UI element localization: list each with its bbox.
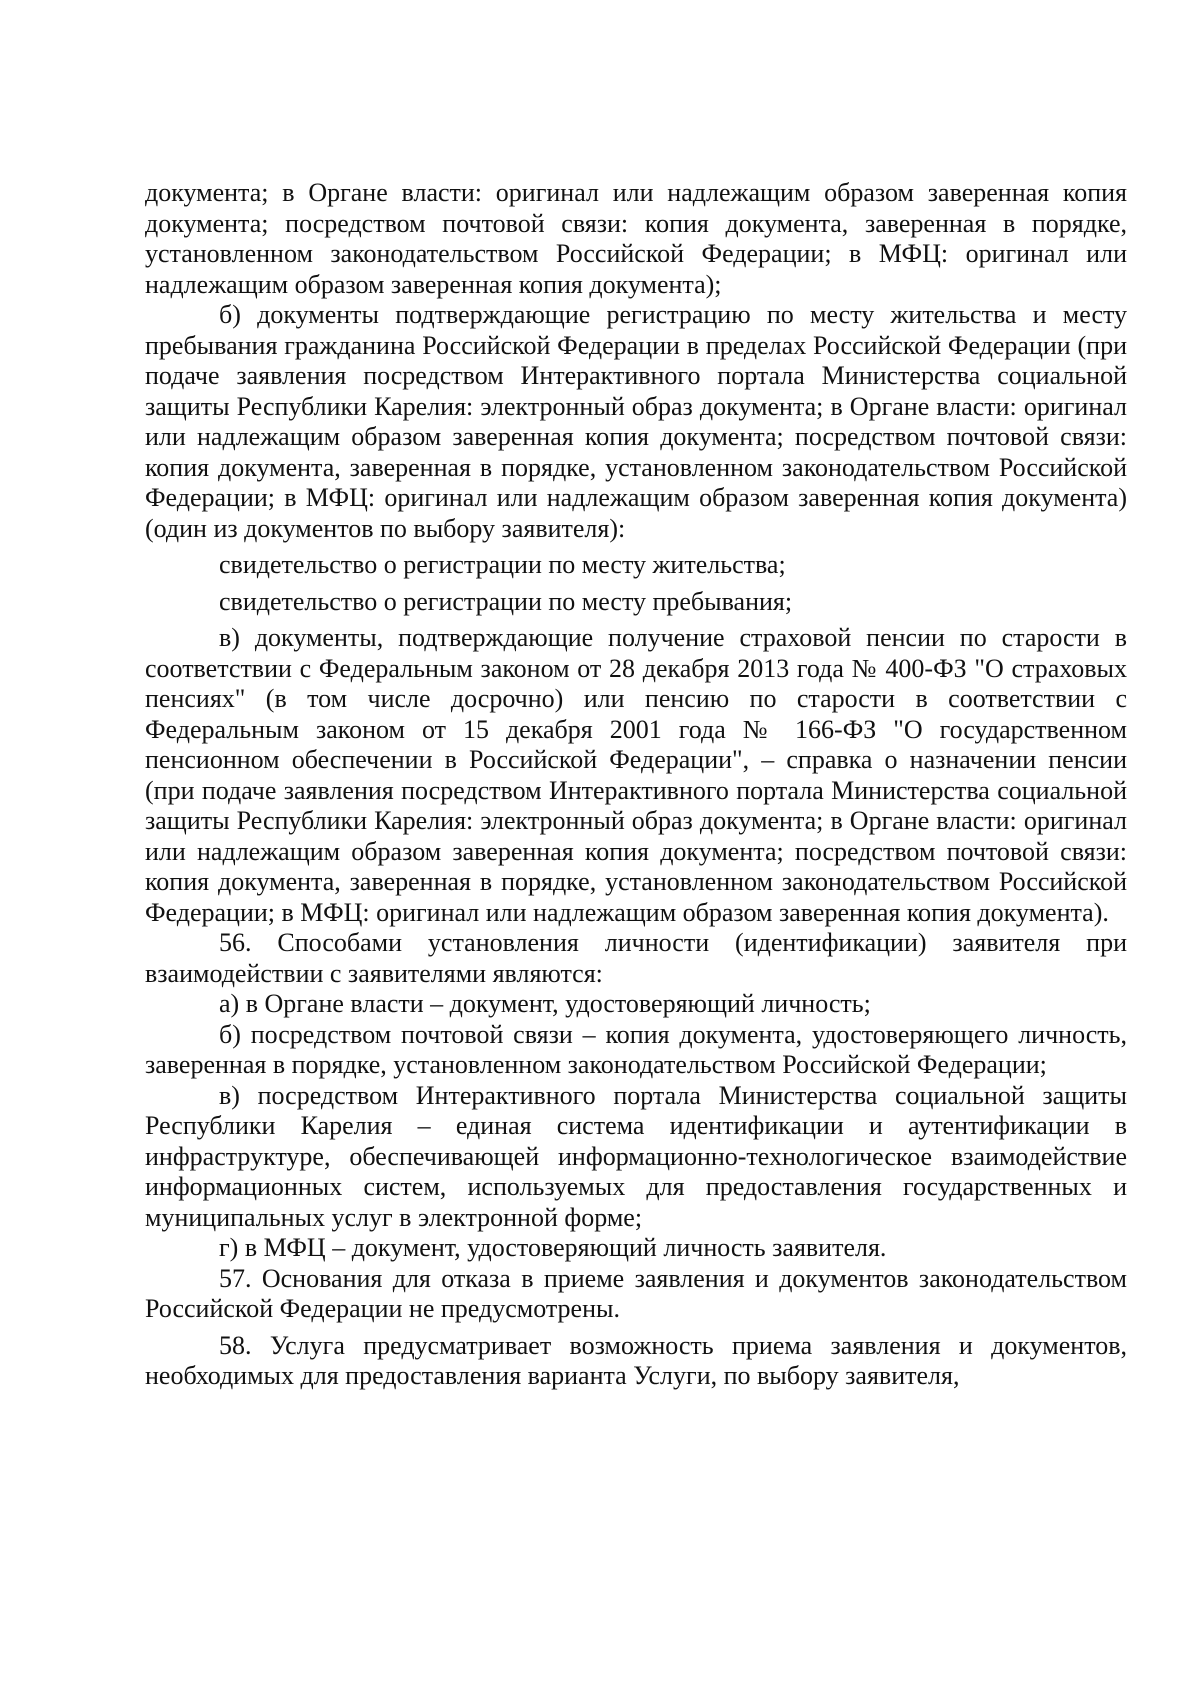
paragraph-stay-certificate: свидетельство о регистрации по месту пребывания; [219,586,793,616]
paragraph-item-b: б) документы подтверждающие регистрацию по месту жительства и месту пребывания гражданина Российской Федерации в пределах Российской Федерации (при подаче заявления посредством Интерактивного портала Министерства социальной защиты Республики Карелия: электронный образ документа; в Органе власти: оригинал или надлежащим образом заверенная копия документа; посредством почтовой связи: копия документа, заверенная в порядке, установленном законодательством Российской Федерации; в МФЦ: оригинал или надлежащим образом заверенная копия документа) (один из документов по выбору заявителя): [145,300,1127,543]
paragraph-56-b: б) посредством почтовой связи – копия документа, удостоверяющего личность, заверенная в порядке, установленном законодательством Российской Федерации; [145,1019,1127,1079]
paragraph-56: 56. Способами установления личности (идентификации) заявителя при взаимодействии с заявителями являются: [145,928,1127,988]
paragraph-58: 58. Услуга предусматривает возможность приема заявления и документов, необходимых для предоставления варианта Услуги, по выбору заявителя, [145,1330,1127,1390]
paragraph-57: 57. Основания для отказа в приеме заявления и документов законодательством Российской Федерации не предусмотрены. [145,1263,1127,1323]
paragraph-continuation: документа; в Органе власти: оригинал или надлежащим образом заверенная копия документа; посредством почтовой связи: копия документа, заверенная в порядке, установленном законодательством Российской Федерации; в МФЦ: оригинал или надлежащим образом заверенная копия документа); [145,178,1127,299]
paragraph-56-a: а) в Органе власти – документ, удостоверяющий личность; [219,989,871,1018]
document-page [145,178,1127,1392]
paragraph-residence-certificate: свидетельство о регистрации по месту жительства; [219,550,786,579]
paragraph-item-v: в) документы, подтверждающие получение страховой пенсии по старости в соответствии с Федеральным законом от 28 декабря 2013 года № 400-ФЗ "О страховых пенсиях" (в том числе досрочно) или пенсию по старости в соответствии с Федеральным законом от 15 декабря 2001 года № 166-ФЗ "О государственном пенсионном обеспечении в Российской Федерации", – справка о назначении пенсии (при подаче заявления посредством Интерактивного портала Министерства социальной защиты Республики Карелия: электронный образ документа; в Органе власти: оригинал или надлежащим образом заверенная копия документа; посредством почтовой связи: копия документа, заверенная в порядке, установленном законодательством Российской Федерации; в МФЦ: оригинал или надлежащим образом заверенная копия документа). [145,623,1127,927]
paragraph-56-v: в) посредством Интерактивного портала Министерства социальной защиты Республики Карелия – единая система идентификации и аутентификации в инфраструктуре, обеспечивающей информационно-технологическое взаимодействие информационных систем, используемых для предоставления государственных и муниципальных услуг в электронной форме; [145,1080,1127,1232]
paragraph-56-g: г) в МФЦ – документ, удостоверяющий личность заявителя. [219,1233,887,1262]
